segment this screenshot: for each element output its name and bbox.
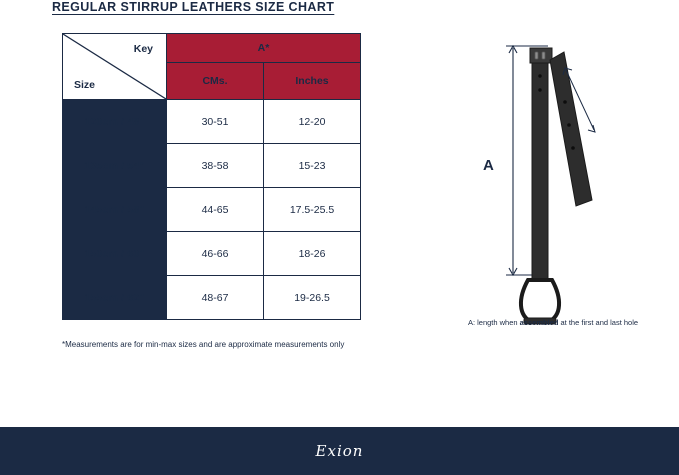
diagram-caption [428, 318, 678, 327]
table-cell-inches: 15-23 [264, 144, 361, 188]
table-corner-cell [63, 34, 167, 100]
measurement-footnote: *Measurements are for min-max sizes and are approximate measurements only [62, 340, 345, 349]
stirrup-leather-diagram [467, 30, 650, 330]
table-cell-size: 150cm / 60" [63, 232, 167, 276]
table-header-row-group [63, 34, 361, 63]
table-subheader-inches: Inches [264, 63, 361, 100]
brand-logo: Exion [315, 442, 364, 460]
table-cell-size: 155cm / 62" [63, 276, 167, 320]
table-body [63, 100, 361, 320]
table-cell-cms: 48-67 [167, 276, 264, 320]
diagram-dimension-label: A [483, 157, 494, 174]
table-subheader-cms: CMs. [167, 63, 264, 100]
table-cell-inches: 12-20 [264, 100, 361, 144]
table-cell-cms: 44-65 [167, 188, 264, 232]
size-chart-table-wrapper [62, 33, 361, 320]
page-title: REGULAR STIRRUP LEATHERS SIZE CHART [52, 0, 335, 14]
table-size-label: Size [74, 79, 96, 91]
table-cell-cms: 46-66 [167, 232, 264, 276]
footer-bar [0, 427, 679, 475]
table-row [63, 232, 361, 276]
diagram-caption-suffix: at the first and last hole [558, 318, 639, 327]
table-row [63, 188, 361, 232]
table-row [63, 100, 361, 144]
diagram-caption-prefix: A: length when [467, 318, 520, 327]
table-cell-cms: 30-51 [167, 100, 264, 144]
table-group-header-a: A* [167, 34, 361, 63]
table-key-label: Key [133, 43, 153, 55]
table-cell-size: 145cm / 58" [63, 188, 167, 232]
table-cell-inches: 19-26.5 [264, 276, 361, 320]
stirrup-leather-illustration-icon [467, 30, 650, 330]
diagram-caption-emphasis: assembled [519, 318, 559, 327]
table-row [63, 276, 361, 320]
table-row [63, 144, 361, 188]
table-cell-cms: 38-58 [167, 144, 264, 188]
table-cell-size: 135cm / 54” [63, 144, 167, 188]
size-chart-table [62, 33, 361, 320]
table-cell-inches: 17.5-25.5 [264, 188, 361, 232]
table-cell-inches: 18-26 [264, 232, 361, 276]
table-cell-size: 120cm / 48" [63, 100, 167, 144]
